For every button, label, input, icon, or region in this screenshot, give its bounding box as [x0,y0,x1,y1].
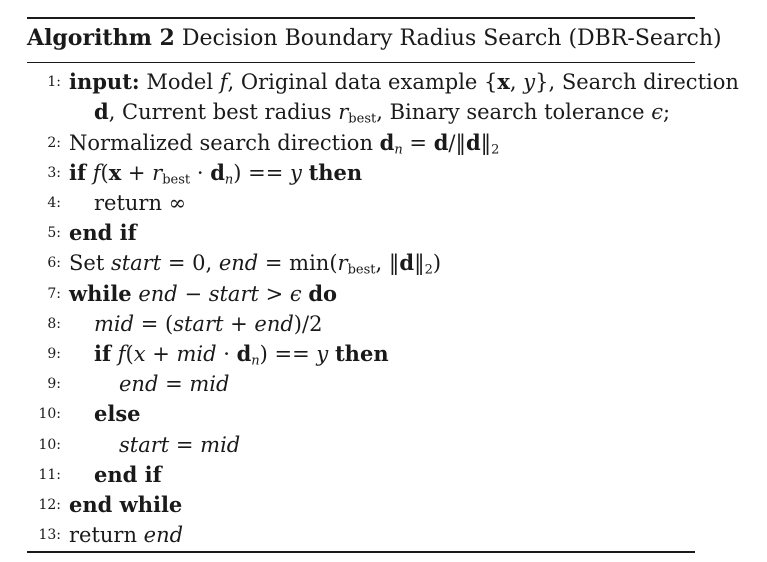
line-number: 3: [47,165,61,181]
line-text: return ∞ [94,191,187,215]
line-number: 10: [38,437,61,453]
algorithm-line [27,369,695,399]
line-number: 9: [47,376,61,392]
line-number: 1: [47,74,61,90]
line-text: d, Current best radius $r_{best}$, Binary search tolerance ϵ; [94,99,671,127]
algorithm-line [27,490,695,520]
algorithm-line-continuation [27,97,695,127]
line-text: end if [69,220,137,245]
line-text: mid = (start + end)/2 [94,312,323,336]
line-number: 10: [38,406,61,422]
line-number: 13: [38,527,61,543]
algorithm-line [27,218,695,248]
algorithm-line [27,128,695,158]
algorithm-label: Algorithm 2 [27,25,175,51]
line-text: Normalized search direction $d_n$ = $d/‖d‖_2$ [69,130,500,158]
line-text: if $f(x + r_{best} \cdot d_n) == y$ then [69,160,363,188]
algorithm-name: Decision Boundary Radius Search (DBR-Search) [181,26,722,51]
line-number: 11: [38,467,61,483]
algorithm-line [27,460,695,490]
title-rule [27,62,695,63]
algorithm-title [27,23,722,54]
line-keyword: input: [69,69,140,94]
algorithm-box [27,17,739,554]
bottom-rule [27,551,695,553]
line-number: 6: [47,255,61,271]
algorithm-line [27,158,695,188]
line-number: 7: [47,286,61,302]
line-number: 5: [47,225,61,241]
algorithm-line [27,399,695,429]
top-rule [27,17,695,19]
algorithm-line [27,279,695,309]
line-number: 2: [47,135,61,151]
line-text: end = mid [119,372,230,396]
algorithm-line [27,309,695,339]
line-text: input: Model f, Original data example {x, y}, Search direction [69,69,739,94]
algorithm-line [27,248,695,278]
line-number: 12: [38,497,61,513]
line-number: 4: [47,195,61,211]
algorithm-line [27,188,695,218]
line-number: 9: [47,346,61,362]
line-text: Set start = 0, end = $\min(r_{best}$, $‖d‖_2$) [69,250,442,278]
algorithm-line [27,339,695,369]
line-text: else [94,401,141,426]
algorithm-line [27,520,695,550]
line-text: while end − start > ϵ do [69,281,338,306]
line-number: 8: [47,316,61,332]
algorithm-line [27,67,739,97]
line-text: return end [69,523,184,547]
algorithm-line [27,430,695,460]
line-text: end if [94,462,162,487]
line-text: start = mid [119,433,241,457]
line-text: end while [69,492,183,517]
line-text: if f(x + mid · $d_n) == y$ then [94,341,389,369]
